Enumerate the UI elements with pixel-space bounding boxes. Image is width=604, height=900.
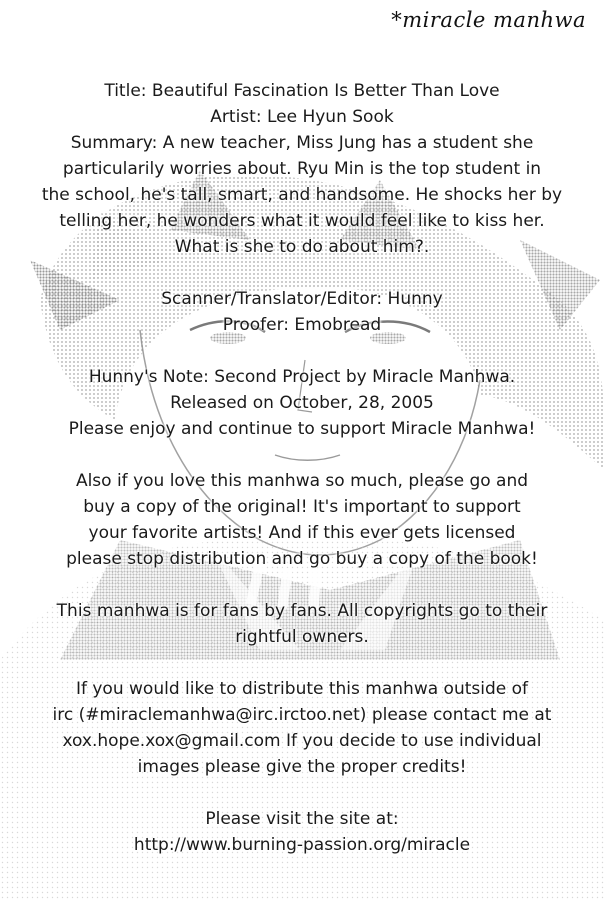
summary-line: particularily worries about. Ryu Min is the top student in [62, 159, 542, 179]
manhwa-artist: Artist: Lee Hyun Sook [210, 107, 394, 127]
support-message [40, 468, 564, 572]
summary-line: Summary: A new teacher, Miss Jung has a student she [70, 133, 534, 153]
support-line: Also if you love this manhwa so much, please go and [75, 471, 529, 491]
site-visit [40, 806, 564, 858]
support-line: your favorite artists! And if this ever gets licensed [88, 523, 516, 543]
distribution-line: irc (#miraclemanhwa@irc.irctoo.net) please contact me at [52, 705, 552, 725]
note-line: Please enjoy and continue to support Miracle Manhwa! [68, 419, 536, 439]
copyright-line: This manhwa is for fans by fans. All copyrights go to their [56, 601, 548, 621]
distribution-line: images please give the proper credits! [137, 757, 467, 777]
site-url: http://www.burning-passion.org/miracle [133, 835, 471, 855]
manhwa-title: Title: Beautiful Fascination Is Better Than Love [104, 81, 500, 101]
support-line: please stop distribution and go buy a copy of the book! [66, 549, 538, 569]
copyright-line: rightful owners. [235, 627, 369, 647]
note-line: Hunny's Note: Second Project by Miracle Manhwa. [88, 367, 516, 387]
summary-line: the school, he's tall, smart, and handsome. He shocks her by [41, 185, 563, 205]
copyright-notice [40, 598, 564, 650]
credits-text [40, 78, 564, 858]
distribution-notice [40, 676, 564, 780]
manhwa-info [40, 78, 564, 260]
summary-line: telling her, he wonders what it would feel like to kiss her. [59, 211, 545, 231]
support-line: buy a copy of the original! It's important to support [83, 497, 521, 517]
staff-credit: Scanner/Translator/Editor: Hunny [161, 289, 443, 309]
summary-line: What is she to do about him?. [174, 237, 430, 257]
distribution-line: If you would like to distribute this manhwa outside of [75, 679, 529, 699]
distribution-line: xox.hope.xox@gmail.com If you decide to use individual [62, 731, 542, 751]
miracle-manhwa-watermark: *miracle manhwa [391, 8, 586, 32]
note-line: Released on October, 28, 2005 [170, 393, 434, 413]
proofer-credit: Proofer: Emobread [222, 315, 382, 335]
visit-lead: Please visit the site at: [205, 809, 399, 829]
translator-note [40, 364, 564, 442]
staff-credits [40, 286, 564, 338]
